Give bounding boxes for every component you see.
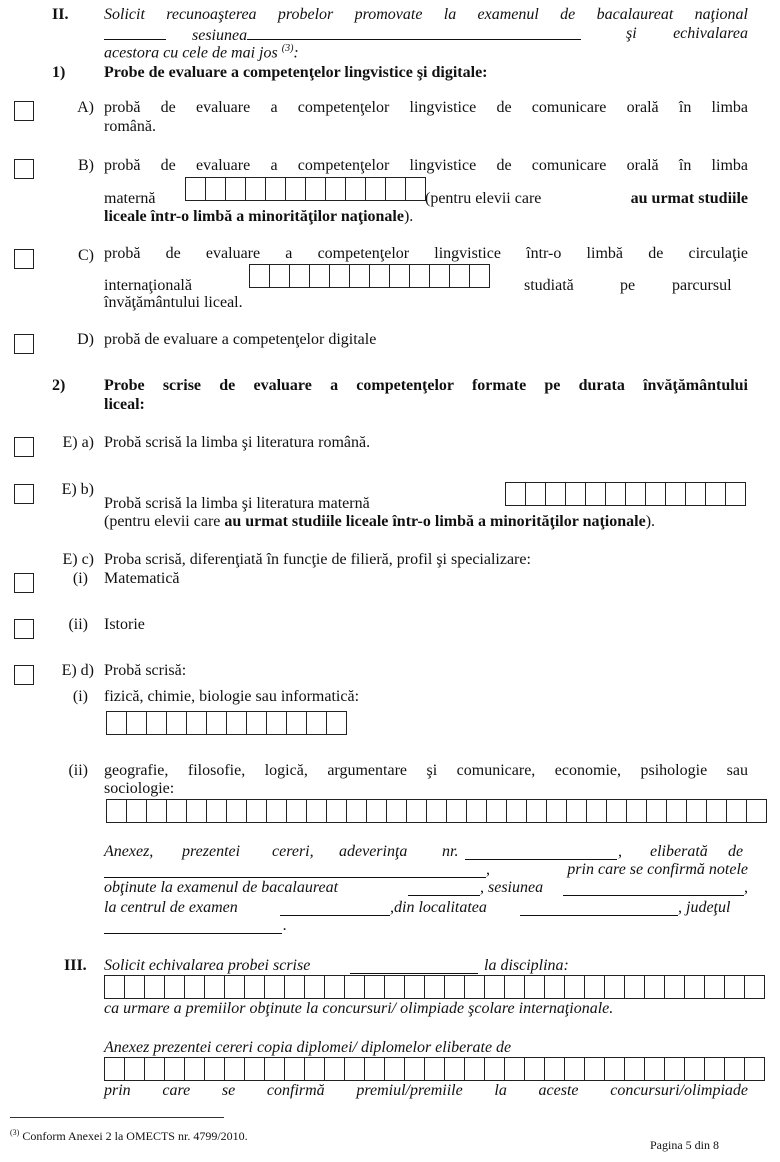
part-1-title: Probe de evaluare a competenţelor lingvistice şi digitale:: [104, 64, 488, 81]
item-e-d-label: E) d): [61, 662, 94, 679]
language-grid-c[interactable]: [249, 264, 490, 288]
annex-line3: obţinute la examenul de bacalaureat , sesiunea ,: [104, 879, 748, 896]
section-ii-line3: acestora cu cele de mai jos $^{(3)}$:: [104, 43, 299, 62]
item-a-line1: probă de evaluare a competenţelor lingvistice de comunicare orală în limba: [104, 99, 748, 116]
checkbox-c[interactable]: [14, 249, 34, 269]
checkbox-e-c-i[interactable]: [14, 573, 34, 593]
item-b-materna: maternă: [104, 190, 156, 207]
annex-line4: la centrul de examen ,din localitatea , judeţul: [104, 899, 731, 916]
checkbox-a[interactable]: [14, 101, 34, 121]
item-c-studiata: studiată: [524, 277, 574, 294]
item-b-line3: liceale într-o limbă a minorităţilor naţionale).: [104, 208, 414, 225]
item-e-c-ii-label: (ii): [68, 616, 88, 633]
item-d-label: D): [77, 331, 94, 348]
section-ii-line1: Solicit recunoaşterea probelor promovate la examenul de bacalaureat naţional: [104, 6, 748, 23]
section-iii-line3: Anexez prezentei cereri copia diplomei/ diplomelor eliberate de: [104, 1039, 512, 1056]
section-iii-line2: ca urmare a premiilor obţinute la concursuri/ olimpiade şcolare internaţionale.: [104, 1000, 614, 1017]
certificate-number-line[interactable]: [465, 845, 617, 860]
annex-line5: .: [104, 917, 748, 937]
item-c-line3: învăţământului liceal.: [104, 294, 243, 311]
item-e-b-paren: (pentru elevii care au urmat studiile liceale într-o limbă a minorităţilor naţionale).: [104, 513, 656, 530]
item-e-d-ii-label: (ii): [68, 762, 88, 779]
blank-session-line[interactable]: [247, 25, 581, 40]
part-1-number: 1): [52, 64, 66, 81]
item-c-parcursul: parcursul: [672, 277, 732, 294]
item-c-label: C): [78, 247, 94, 264]
discipline-grid-e-d-ii[interactable]: [106, 799, 767, 823]
item-e-d-i-label: (i): [72, 688, 88, 705]
item-e-d-i-text: fizică, chimie, biologie sau informatică:: [104, 688, 360, 705]
county-line[interactable]: [104, 919, 282, 934]
item-c-pe: pe: [620, 277, 636, 294]
blank-line[interactable]: [104, 25, 166, 40]
checkbox-e-b[interactable]: [14, 484, 34, 504]
exam-session-line[interactable]: [563, 881, 744, 896]
part-2-title-line2: liceal:: [104, 396, 145, 413]
item-e-d-text: Probă scrisă:: [104, 662, 187, 679]
item-c-line1: probă de evaluare a competenţelor lingvistice într-o limbă de circulaţie: [104, 245, 748, 262]
footnote: $^{(3)}$ Conform Anexei 2 la OMECTS nr. 4799/2010.: [10, 1128, 248, 1143]
exam-year-line[interactable]: [408, 881, 480, 896]
item-b-label: B): [78, 157, 94, 174]
checkbox-e-d[interactable]: [14, 665, 34, 685]
item-c-internationala: internaţională: [104, 277, 192, 294]
section-number-ii: II.: [52, 6, 69, 23]
language-grid-b[interactable]: [185, 177, 426, 201]
page-number: Pagina 5 din 8: [650, 1138, 719, 1152]
checkbox-e-a[interactable]: [14, 437, 34, 457]
checkbox-b[interactable]: [14, 159, 34, 179]
annex-line1: Anexez, prezentei cereri, adeverinţa nr. , eliberată de: [104, 843, 744, 860]
part-2-number: 2): [52, 377, 66, 394]
discipline-grid-iii[interactable]: [104, 975, 765, 999]
item-e-c-i-label: (i): [72, 570, 88, 587]
item-e-b-text: Probă scrisă la limba şi literatura maternă: [104, 495, 370, 512]
exam-subject-line[interactable]: [350, 959, 478, 974]
item-e-a-text: Probă scrisă la limba şi literatura română.: [104, 434, 371, 451]
item-e-c-i-text: Matematică: [104, 570, 180, 587]
item-a-label: A): [77, 99, 94, 116]
item-e-d-ii-line2: sociologie:: [104, 780, 175, 797]
discipline-grid-e-d-i[interactable]: [106, 711, 347, 735]
section-number-iii: III.: [64, 957, 87, 974]
section-iii-line1: Solicit echivalarea probei scrise la disciplina:: [104, 957, 569, 974]
exam-center-line[interactable]: [280, 901, 390, 916]
section-iii-line4: prin care se confirmă premiul/premiile la aceste concursuri/olimpiade: [104, 1082, 748, 1099]
issuer-grid-iii[interactable]: [104, 1057, 765, 1081]
item-e-c-text: Proba scrisă, diferenţiată în funcţie de filieră, profil şi specializare:: [104, 551, 531, 568]
checkbox-e-c-ii[interactable]: [14, 619, 34, 639]
issuer-line[interactable]: [104, 863, 486, 878]
item-e-a-label: E) a): [62, 434, 94, 451]
part-2-title-line1: Probe scrise de evaluare a competenţelor formate pe durata învăţământului: [104, 377, 748, 394]
locality-line[interactable]: [520, 901, 678, 916]
footnote-separator: [10, 1117, 224, 1118]
item-b-paren: (pentru elevii care au urmat studiile: [425, 190, 748, 207]
checkbox-d[interactable]: [14, 334, 34, 354]
item-e-b-label: E) b): [61, 481, 94, 498]
annex-line2: , prin care se confirmă notele: [104, 861, 748, 881]
item-b-line1: probă de evaluare a competenţelor lingvistice de comunicare orală în limba: [104, 157, 748, 174]
item-e-d-ii-line1: geografie, filosofie, logică, argumentare şi comunicare, economie, psihologie sau: [104, 762, 748, 779]
item-e-c-label: E) c): [62, 551, 94, 568]
section-ii-line2: sesiunea şi echivalarea: [104, 25, 748, 45]
item-a-line2: română.: [104, 118, 156, 135]
language-grid-e-b[interactable]: [505, 482, 746, 506]
item-e-c-ii-text: Istorie: [104, 616, 145, 633]
item-d-text: probă de evaluare a competenţelor digitale: [104, 331, 377, 348]
